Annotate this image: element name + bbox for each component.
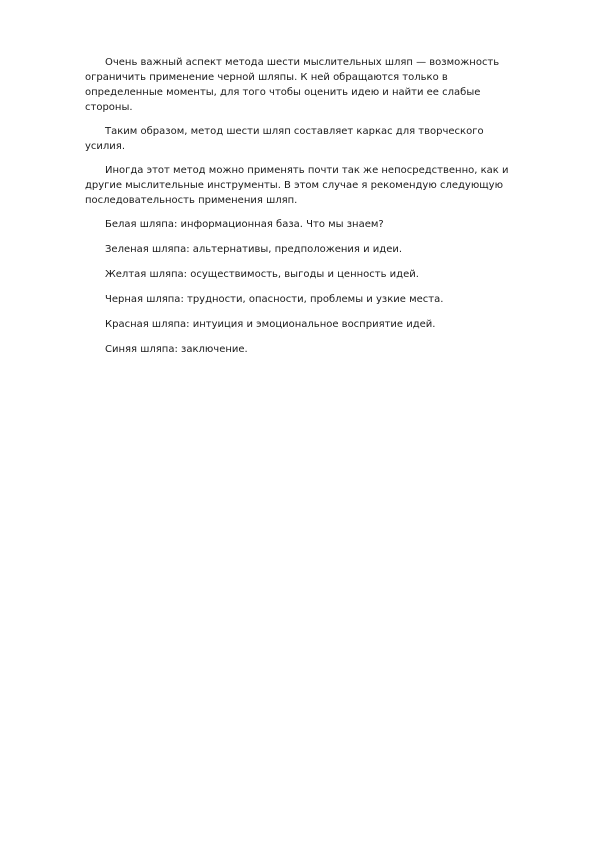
hat-item-red: Красная шляпа: интуиция и эмоциональное восприятие идей.	[105, 319, 436, 330]
paragraph-line: определенные моменты, для того чтобы оценить идею и найти ее слабые	[85, 87, 481, 98]
paragraph-line: стороны.	[85, 102, 133, 113]
paragraph-black-hat-limit	[85, 55, 517, 115]
hat-item-green: Зеленая шляпа: альтернативы, предположения и идеи.	[105, 244, 403, 255]
paragraph-line: Таким образом, метод шести шляп составляет каркас для творческого	[105, 126, 484, 137]
paragraph-line: другие мыслительные инструменты. В этом случае я рекомендую следующую	[85, 180, 503, 191]
paragraph-line: ограничить применение черной шляпы. К ней обращаются только в	[85, 72, 448, 83]
hat-item-black: Черная шляпа: трудности, опасности, проблемы и узкие места.	[105, 294, 444, 305]
document-body	[85, 55, 517, 367]
paragraph-line: Иногда этот метод можно применять почти так же непосредственно, как и	[105, 165, 509, 176]
paragraph-line: усилия.	[85, 141, 125, 152]
hat-item-white: Белая шляпа: информационная база. Что мы знаем?	[105, 219, 384, 230]
paragraph-line: последовательность применения шляп.	[85, 195, 298, 206]
paragraph-framework	[85, 124, 517, 154]
hat-item-blue: Синяя шляпа: заключение.	[105, 344, 248, 355]
hat-item-yellow: Желтая шляпа: осуществимость, выгоды и ценность идей.	[105, 269, 419, 280]
paragraph-sequence-intro	[85, 163, 517, 208]
paragraph-line: Очень важный аспект метода шести мыслительных шляп — возможность	[105, 57, 500, 68]
